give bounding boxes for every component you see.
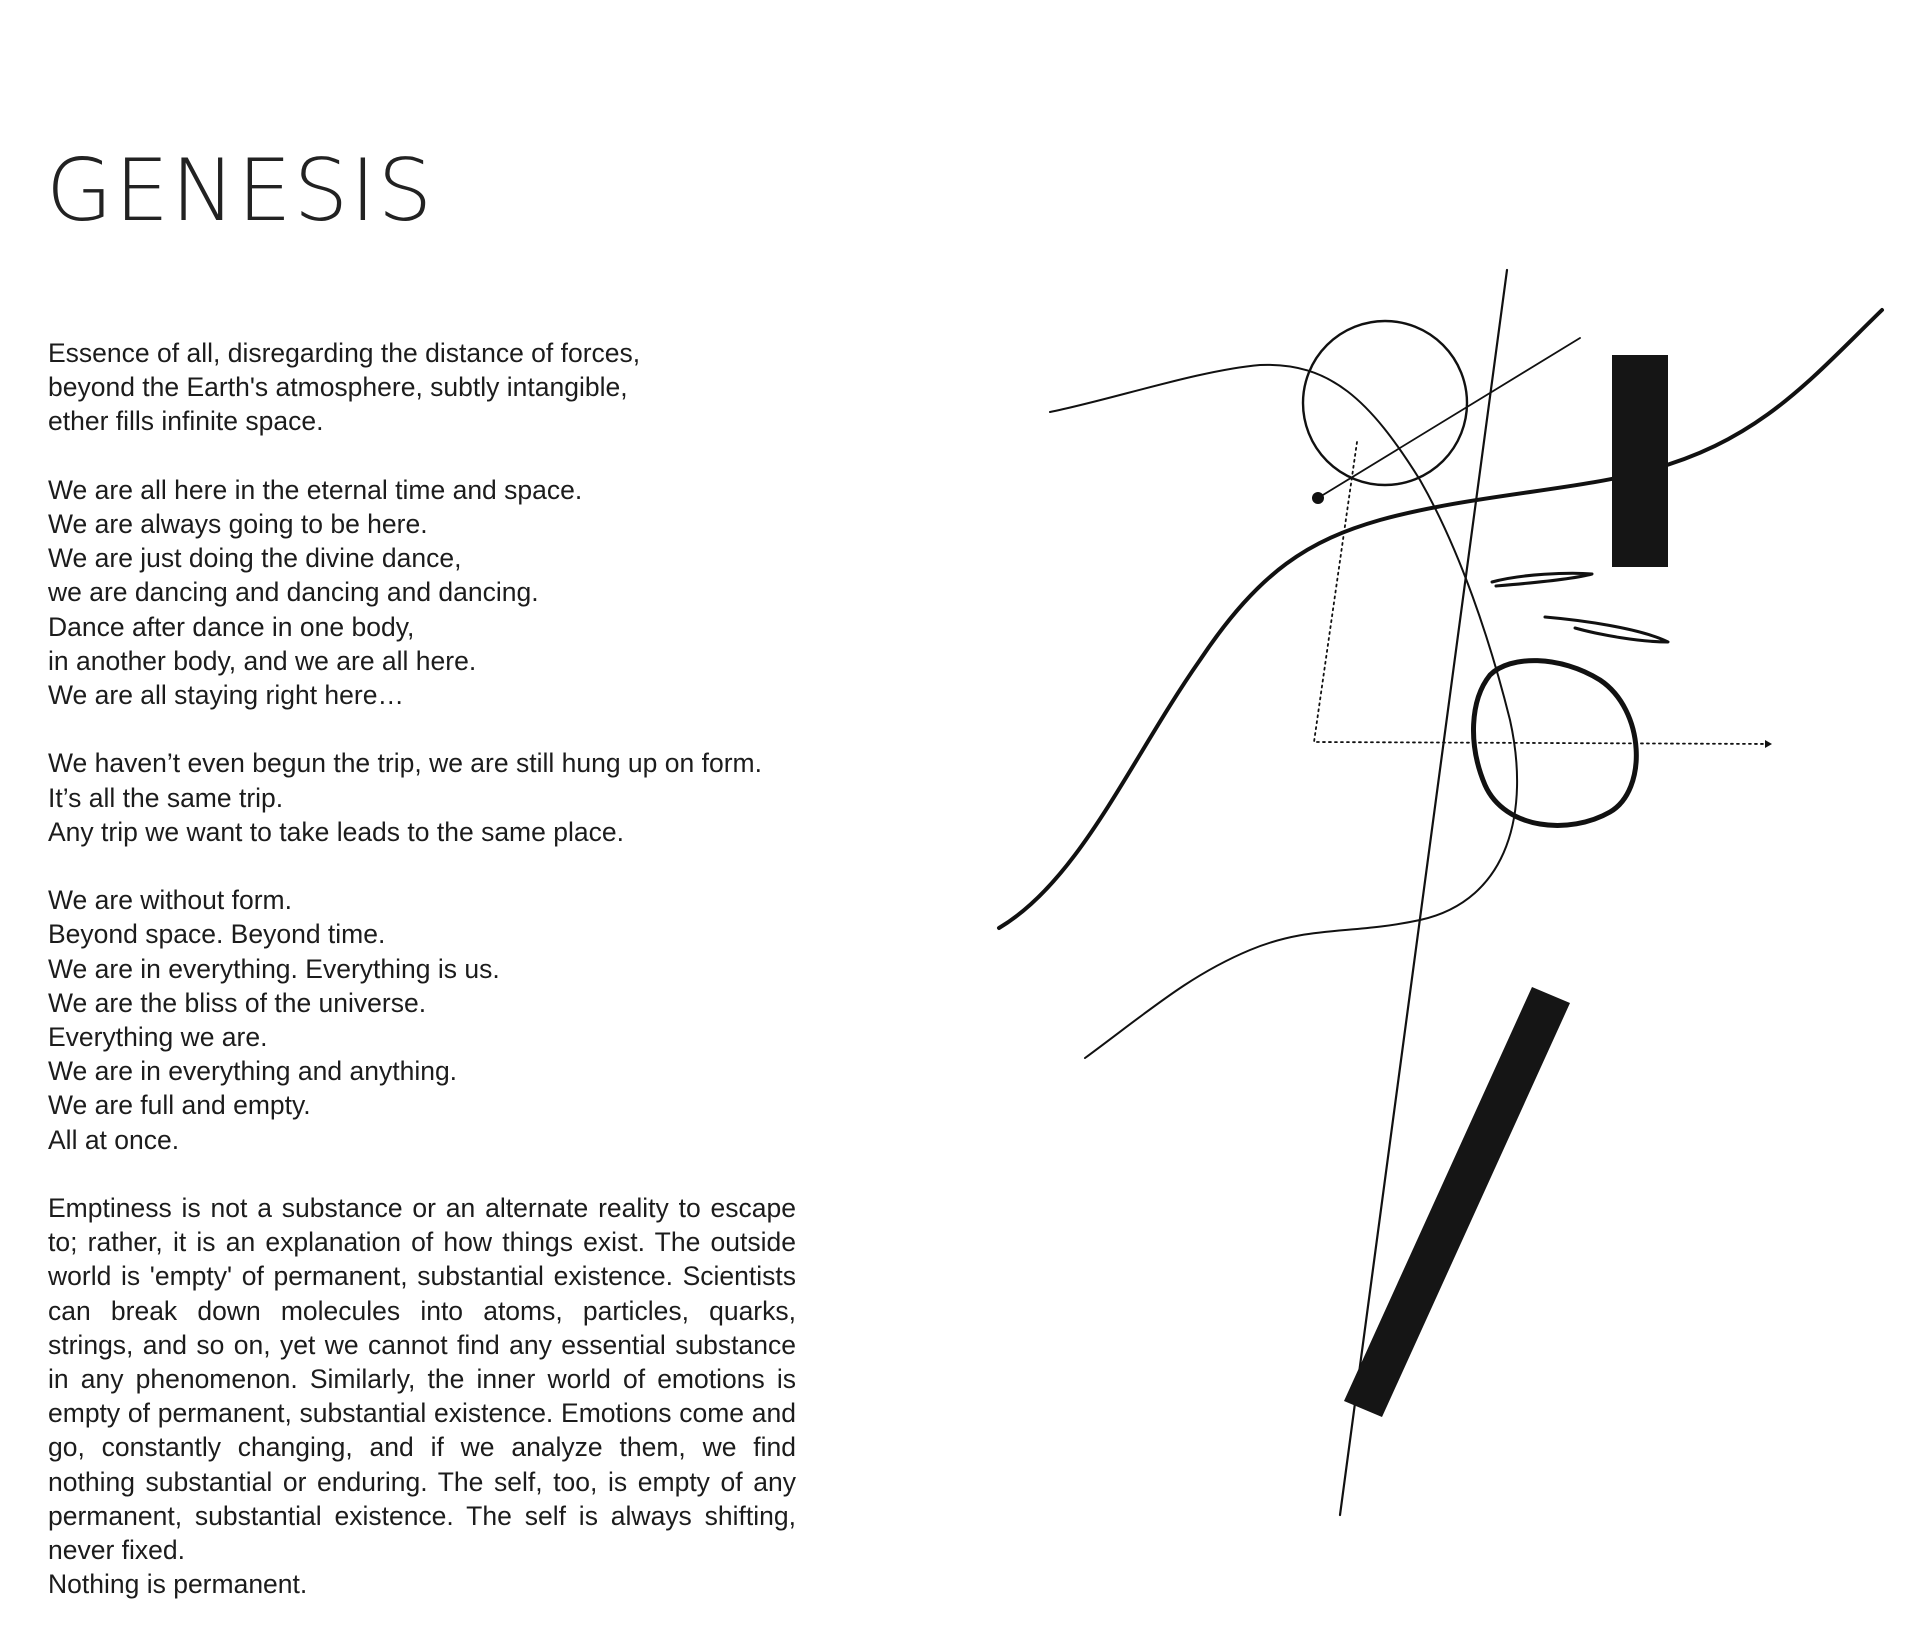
poem-line: ether fills infinite space. [48, 406, 324, 437]
poem-text [48, 336, 796, 1601]
poem-line: We are just doing the divine dance, [48, 543, 462, 574]
poem-line: It’s all the same trip. [48, 782, 284, 813]
diagonal-bar [1344, 987, 1570, 1417]
prose-paragraph [48, 1191, 796, 1601]
poem-line: All at once. [48, 1124, 180, 1155]
poem-line: We haven’t even begun the trip, we are still hung up on form. [48, 748, 762, 779]
thick-s-curve [999, 310, 1882, 928]
upper-circle [1303, 321, 1467, 485]
poem-line: We are all staying right here… [48, 680, 404, 711]
stanza-3 [48, 746, 796, 849]
small-stroke-2 [1545, 617, 1668, 642]
poem-line: We are all here in the eternal time and space. [48, 474, 583, 505]
poem-line: Essence of all, disregarding the distance of forces, [48, 338, 641, 368]
anchor-dot [1312, 492, 1324, 504]
arrow-tip [1765, 740, 1772, 748]
poem-line: We are in everything. Everything is us. [48, 953, 500, 984]
poem-line: Dance after dance in one body, [48, 611, 415, 642]
poem-line: We are without form. [48, 885, 292, 916]
pointer-line [1318, 338, 1580, 498]
poem-line: Beyond space. Beyond time. [48, 919, 386, 950]
abstract-line-artwork [980, 250, 1900, 1530]
poem-line: Everything we are. [48, 1022, 268, 1053]
vertical-bar [1612, 355, 1668, 567]
closing-line: Nothing is permanent. [48, 1569, 308, 1600]
dotted-axis [1314, 442, 1772, 744]
poem-line: We are in everything and anything. [48, 1056, 458, 1087]
stanza-4 [48, 883, 796, 1157]
poem-line: in another body, and we are all here. [48, 645, 477, 676]
page-title: GENESIS [46, 141, 435, 241]
poem-line: we are dancing and dancing and dancing. [48, 577, 539, 608]
poem-line: We are the bliss of the universe. [48, 987, 427, 1018]
small-stroke-1 [1492, 573, 1592, 586]
poem-line: We are always going to be here. [48, 509, 428, 539]
thin-diagonal-line [1340, 270, 1507, 1515]
stanza-2 [48, 473, 796, 712]
stanza-1 [48, 336, 796, 439]
poem-line: Any trip we want to take leads to the same place. [48, 816, 624, 847]
prose-text: Emptiness is not a substance or an alternate reality to escape to; rather, it is an explanation of how things exist. The outside world is 'empty' of permanent, substantial existence. Scientists can break down molecules into atoms, particles, quarks, strings, and so on, yet we cannot find any essential substance in any phenomenon. Similarly, the inner world of emotions is empty of permanent, substantial existence. Emotions come and go, constantly changing, and if we analyze them, we find nothing substantial or enduring. The self, too, is empty of any permanent, substantial existence. The self is always shifting, never fixed. [48, 1193, 796, 1566]
poem-line: beyond the Earth's atmosphere, subtly intangible, [48, 372, 628, 403]
poem-line: We are full and empty. [48, 1090, 311, 1121]
